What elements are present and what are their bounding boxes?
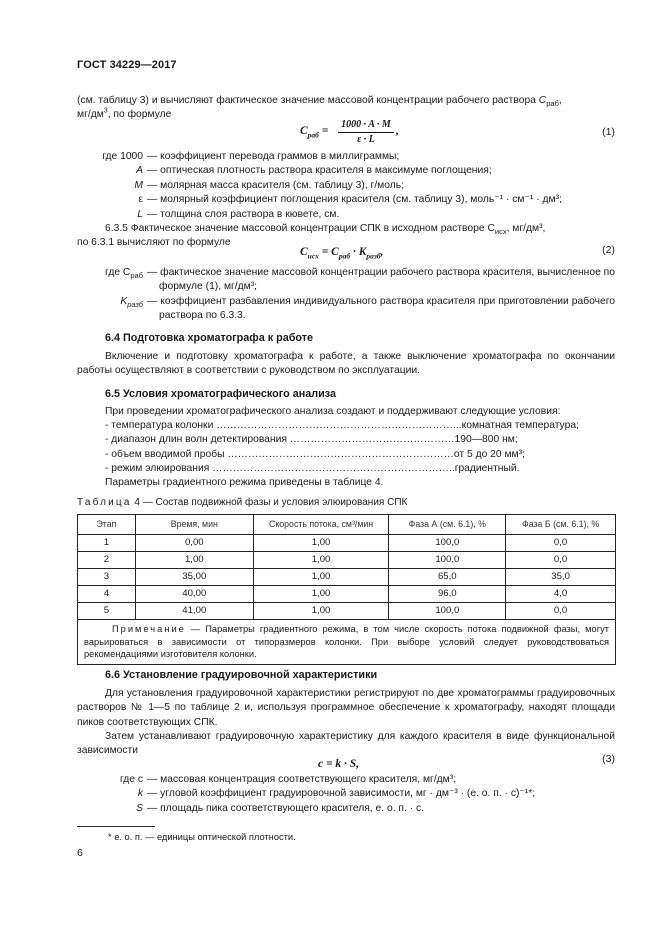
table-note-row <box>78 620 616 665</box>
paragraph-6-3-5 <box>77 222 615 236</box>
table-caption-word: Таблица <box>77 497 132 508</box>
equation-number-2: (2) <box>602 244 615 256</box>
def-symbol: S <box>136 802 143 814</box>
table-row <box>78 603 616 620</box>
def-symbol: A <box>136 165 143 177</box>
table-cell: 100,0 <box>389 552 506 569</box>
definition-row <box>77 164 615 178</box>
intro-text: (см. таблицу 3) и вычисляют фактическое значение массовой концентрации рабочего раствора <box>77 95 539 106</box>
def-symbol: где 1000 <box>102 151 143 162</box>
table-cell: 0,0 <box>506 603 616 620</box>
table-cell: 2 <box>78 552 136 569</box>
table-4 <box>77 514 616 665</box>
def-symbol-text: где C <box>105 267 131 278</box>
condition-label: - режим элюирования <box>105 463 213 475</box>
table-row <box>78 535 616 552</box>
condition-item <box>105 448 617 462</box>
formula2-mid-sub: раб <box>338 251 351 261</box>
formula1-denominator: ε · L <box>357 134 375 145</box>
condition-dots: ………………………………………… <box>289 434 455 446</box>
formula2-k: · K <box>350 246 367 258</box>
definition-row <box>77 150 615 164</box>
table-cell: 35,0 <box>506 569 616 586</box>
footnote-divider <box>77 826 155 827</box>
table-cell: 41,00 <box>135 603 253 620</box>
table-header-row <box>78 515 616 535</box>
formula1-numerator: 1000 · A · M <box>338 118 394 133</box>
def-symbol <box>77 295 143 309</box>
definition-row <box>77 266 615 295</box>
table-cell: 3 <box>78 569 136 586</box>
note-word: Примечание <box>112 624 186 634</box>
def-text: — площадь пика соответствующего красителя, е. о. п. · с. <box>147 802 425 814</box>
definitions-formula-2 <box>77 266 615 324</box>
footnote: * е. о. п. — единицы оптической плотности. <box>108 832 296 842</box>
def-symbol-text: K <box>120 295 128 307</box>
def-symbol-sub: разб <box>127 299 143 309</box>
table-cell: 0,00 <box>135 535 253 552</box>
table-row <box>78 569 616 586</box>
table-cell: 5 <box>78 603 136 620</box>
def-symbol: M <box>134 179 143 191</box>
formula-3: c = k · S, <box>318 758 360 770</box>
section-6-6-title: 6.6 Установление градуировочной характеристики <box>105 669 378 681</box>
condition-value: комнатная температура; <box>461 420 579 431</box>
page-number: 6 <box>77 847 83 859</box>
def-symbol: ε <box>138 194 143 206</box>
condition-label: - диапазон длин волн детектирования <box>105 434 290 446</box>
condition-dots: ………………………………………………………… <box>227 448 454 460</box>
p635-sub: исх <box>494 227 507 237</box>
document-header: ГОСТ 34229—2017 <box>77 59 177 71</box>
formula1-lhs-sub: раб <box>307 130 319 140</box>
def-text: — оптическая плотность раствора красителя в максимуме поглощения; <box>147 165 492 177</box>
def-text: — фактическое значение массовой концентрации рабочего раствора красителя, вычисленное по формуле (1), мг/дм³; <box>147 267 615 293</box>
table-cell: 1,00 <box>253 569 389 586</box>
section-6-6-p1: Для установления градуировочной характеристики регистрируют по две хроматограммы градуировочных растворов № 1—5 по таблице 2 и, используя программное обеспечение к хроматографу, находят площади пиков соответствующих СПК. <box>77 688 615 728</box>
definitions-formula-3 <box>77 773 615 816</box>
table-row <box>78 586 616 603</box>
column-header: Время, мин <box>135 515 253 535</box>
column-header: Скорость потока, см³/мин <box>253 515 389 535</box>
formula1-lhs: C <box>300 125 308 137</box>
formula2-comma: , <box>380 246 384 258</box>
definition-row <box>77 773 615 787</box>
table-cell: 1,00 <box>253 535 389 552</box>
column-header: Этап <box>78 515 136 535</box>
p635-text: 6.3.5 Фактическое значение массовой концентрации СПК в исходном растворе C <box>105 223 495 234</box>
def-symbol: где c <box>119 774 143 785</box>
intro-unit-sup: 3 <box>103 107 108 115</box>
conditions-list <box>105 419 617 477</box>
table-cell: 1,00 <box>253 586 389 603</box>
condition-item <box>105 433 617 447</box>
formula2-lhs: C <box>300 246 308 258</box>
def-symbol-sub: раб <box>130 271 143 281</box>
condition-item <box>105 419 617 433</box>
table-caption-text: 4 — Состав подвижной фазы и условия элюирования СПК <box>131 497 408 508</box>
equation-number-1: (1) <box>602 126 615 138</box>
def-text: — толщина слоя раствора в кювете, см. <box>147 208 340 220</box>
formula2-mid: = C <box>318 246 339 258</box>
table-cell: 4,0 <box>506 586 616 603</box>
definition-row <box>77 295 615 324</box>
condition-dots: …………………………………………………………….. <box>212 463 455 475</box>
def-text: — массовая концентрация соответствующего красителя, мг/дм³; <box>147 774 457 785</box>
condition-value: градиентный. <box>454 463 520 475</box>
table-cell: 1,00 <box>135 552 253 569</box>
p635-tail: , мг/дм³, <box>506 223 546 234</box>
table-cell: 100,0 <box>389 603 506 620</box>
section-6-6-p2: Затем устанавливают градуировочную характеристику для каждого красителя в виде функциональной зависимости <box>77 731 615 757</box>
formula1-comma: , <box>396 125 399 137</box>
def-text: — угловой коэффициент градуировочной зависимости, мг · дм⁻³ · (е. о. п. · с)⁻¹*; <box>147 788 536 800</box>
condition-label: - температура колонки <box>105 420 217 431</box>
table-cell: 100,0 <box>389 535 506 552</box>
condition-value: от 5 до 20 мм³; <box>453 448 525 460</box>
def-symbol: k <box>137 788 143 800</box>
equation-number-3: (3) <box>602 753 615 765</box>
c-subscript: раб <box>546 99 559 109</box>
intro-unit: мг/дм <box>77 109 104 121</box>
intro-comma: , <box>558 95 562 106</box>
table-cell: 0,0 <box>506 552 616 569</box>
table-cell: 40,00 <box>135 586 253 603</box>
column-header: Фаза Б (см. 6.1), % <box>506 515 616 535</box>
condition-value: 190—800 нм; <box>454 434 518 446</box>
definition-row <box>77 193 615 207</box>
def-symbol: L <box>137 208 143 220</box>
definitions-formula-1 <box>77 150 615 222</box>
table-row <box>78 552 616 569</box>
table-cell: 1 <box>78 535 136 552</box>
condition-label: - объем вводимой пробы <box>105 448 228 460</box>
section-6-5-title: 6.5 Условия хроматографического анализа <box>105 388 336 400</box>
intro-tail: , по формуле <box>107 109 172 121</box>
table-cell: 0,0 <box>506 535 616 552</box>
formula1-eq: = <box>318 125 329 137</box>
definition-row <box>77 208 615 222</box>
def-symbol <box>77 266 143 280</box>
table-cell: 1,00 <box>253 603 389 620</box>
p635-line2: по 6.3.1 вычисляют по формуле <box>77 237 231 248</box>
section-6-5-after: Параметры градиентного режима приведены в таблице 4. <box>105 477 384 488</box>
table-cell: 35,00 <box>135 569 253 586</box>
column-header: Фаза А (см. 6.1), % <box>389 515 506 535</box>
def-text: — молярная масса красителя (см. таблицу 3), г/моль; <box>147 179 404 191</box>
section-6-5-intro: При проведении хроматографического анализа создают и поддерживают следующие условия: <box>105 406 561 417</box>
def-text: — коэффициент перевода граммов в миллиграммы; <box>147 151 400 162</box>
formula2-k-sub: разб <box>366 251 381 261</box>
formula2-lhs-sub: исх <box>307 251 319 261</box>
table-note <box>78 620 616 665</box>
note-text: — Параметры градиентного режима, в том числе скорость потока подвижной фазы, могут варьироваться в зависимости от типоразмеров колонки. При выборе условий следует руководствоваться рекомендациями изготовителя колонки. <box>84 624 609 660</box>
definition-row <box>77 179 615 193</box>
table-cell: 65,0 <box>389 569 506 586</box>
table-cell: 96,0 <box>389 586 506 603</box>
table-cell: 1,00 <box>253 552 389 569</box>
def-text: — молярный коэффициент поглощения красителя (см. таблицу 3), моль⁻¹ · см⁻¹ · дм³; <box>147 194 562 206</box>
section-6-4-text: Включение и подготовку хроматографа к работе, а также выключение хроматографа по окончании работы осуществляют в соответствии с руководством по эксплуатации. <box>77 351 615 377</box>
def-text: — коэффициент разбавления индивидуального раствора красителя при приготовлении рабочего раствора по 6.3.3. <box>147 295 615 322</box>
condition-item <box>105 462 617 476</box>
definition-row <box>77 802 615 816</box>
c-symbol: C <box>538 95 547 106</box>
section-6-4-title: 6.4 Подготовка хроматографа к работе <box>105 332 314 344</box>
definition-row <box>77 787 615 801</box>
condition-dots: ……………………………………………………………... <box>216 420 462 431</box>
table-cell: 4 <box>78 586 136 603</box>
formula-2 <box>300 245 383 259</box>
table-4-caption <box>77 496 407 510</box>
